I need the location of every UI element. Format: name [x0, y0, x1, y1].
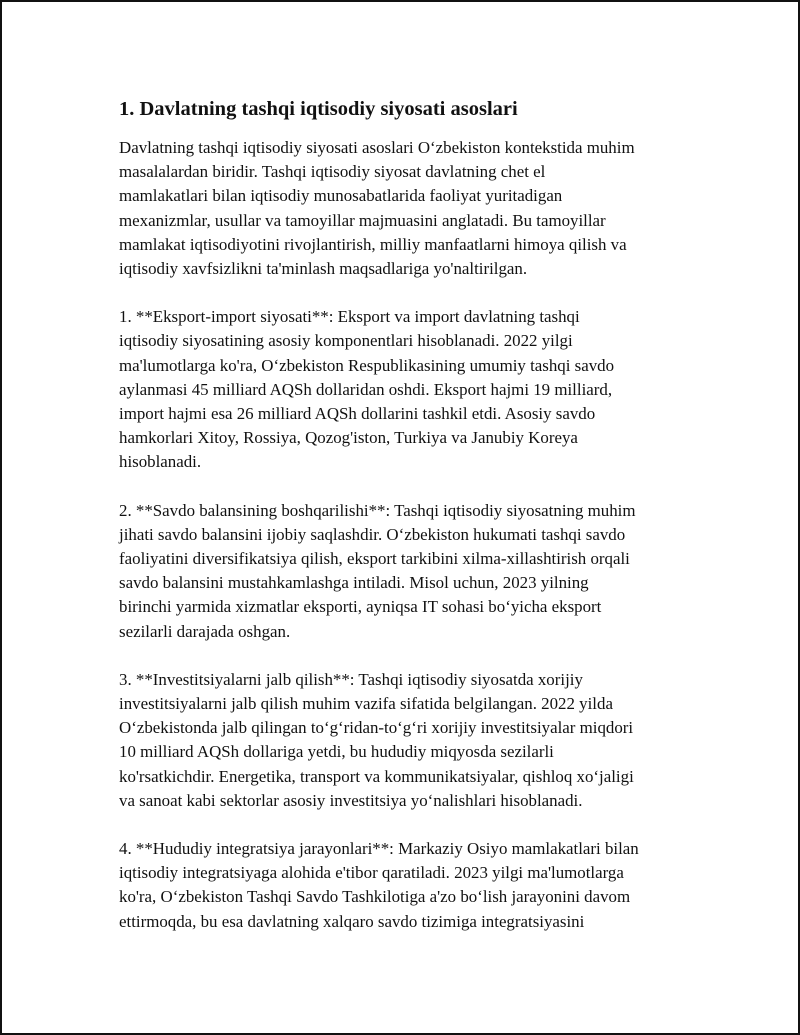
text-line: Davlatning tashqi iqtisodiy siyosati asoslari O‘zbekiston kontekstida muhim [119, 138, 635, 157]
text-line: 10 milliard AQSh dollariga yetdi, bu hududiy miqyosda sezilarli [119, 742, 554, 762]
intro-paragraph [119, 136, 699, 281]
text-line: 3. **Investitsiyalarni jalb qilish**: Tashqi iqtisodiy siyosatda xorijiy [119, 669, 583, 689]
text-line: aylanmasi 45 milliard AQSh dollaridan oshdi. Eksport hajmi 19 milliard, [119, 379, 613, 399]
text-line: iqtisodiy integratsiyaga alohida e'tibor qaratiladi. 2023 yilgi ma'lumotlarga [119, 863, 624, 883]
text-line: birinchi yarmida xizmatlar eksporti, ayniqsa IT sohasi bo‘yicha eksport [119, 597, 602, 617]
text-line: savdo balansini mustahkamlashga intiladi. Misol uchun, 2023 yilning [119, 573, 589, 593]
text-line: 2. **Savdo balansining boshqarilishi**: Tashqi iqtisodiy siyosatning muhim [119, 500, 636, 520]
text-line: ko'ra, O‘zbekiston Tashqi Savdo Tashkilotiga a'zo bo‘lish jarayonini davom [119, 887, 631, 907]
text-line: 4. **Hududiy integratsiya jarayonlari**: Markaziy Osiyo mamlakatlari bilan [119, 839, 639, 859]
text-line: masalalardan biridir. Tashqi iqtisodiy siyosat davlatning chet el [119, 162, 546, 182]
text-line: ko'rsatkichdir. Energetika, transport va kommunikatsiyalar, qishloq xo‘jaligi [119, 766, 634, 786]
text-line: va sanoat kabi sektorlar asosiy investitsiya yo‘nalishlari hisoblanadi. [119, 790, 583, 810]
text-line: faoliyatini diversifikatsiya qilish, eksport tarkibini xilma-xillashtirish orqali [119, 549, 630, 569]
text-line: jihati savdo balansini ijobiy saqlashdir. O‘zbekiston hukumati tashqi savdo [119, 524, 626, 544]
text-line: iqtisodiy siyosatining asosiy komponentlari hisoblanadi. 2022 yilgi [119, 331, 573, 351]
text-line: mamlakat iqtisodiyotini rivojlantirish, milliy manfaatlarni himoya qilish va [119, 234, 627, 254]
text-line: O‘zbekistonda jalb qilingan to‘g‘ridan-to‘g‘ri xorijiy investitsiyalar miqdori [119, 718, 634, 738]
text-line: 1. **Eksport-import siyosati**: Eksport va import davlatning tashqi [119, 307, 580, 327]
text-line: sezilarli darajada oshgan. [119, 621, 291, 641]
text-line: import hajmi esa 26 milliard AQSh dollarini tashkil etdi. Asosiy savdo [119, 404, 596, 424]
trade-balance-paragraph [119, 499, 699, 644]
text-line: mamlakatlari bilan iqtisodiy munosabatlarida faoliyat yuritadigan [119, 186, 563, 206]
text-line: ma'lumotlarga ko'ra, O‘zbekiston Respublikasining umumiy tashqi savdo [119, 355, 615, 375]
text-line: hisoblanadi. [119, 452, 202, 472]
investment-paragraph [119, 668, 699, 813]
text-line: iqtisodiy xavfsizlikni ta'minlash maqsadlariga yo'naltirilgan. [119, 259, 528, 279]
section-heading: 1. Davlatning tashqi iqtisodiy siyosati asoslari [119, 98, 518, 120]
text-line: investitsiyalarni jalb qilish muhim vazifa sifatida belgilangan. 2022 yilda [119, 694, 613, 714]
text-line: mexanizmlar, usullar va tamoyillar majmuasini anglatadi. Bu tamoyillar [119, 210, 606, 230]
export-import-paragraph [119, 305, 699, 474]
document-body [119, 96, 699, 958]
text-line: hamkorlari Xitoy, Rossiya, Qozog'iston, Turkiya va Janubiy Koreya [119, 428, 578, 448]
regional-integration-paragraph [119, 837, 699, 934]
text-line: ettirmoqda, bu esa davlatning xalqaro savdo tizimiga integratsiyasini [119, 911, 585, 931]
